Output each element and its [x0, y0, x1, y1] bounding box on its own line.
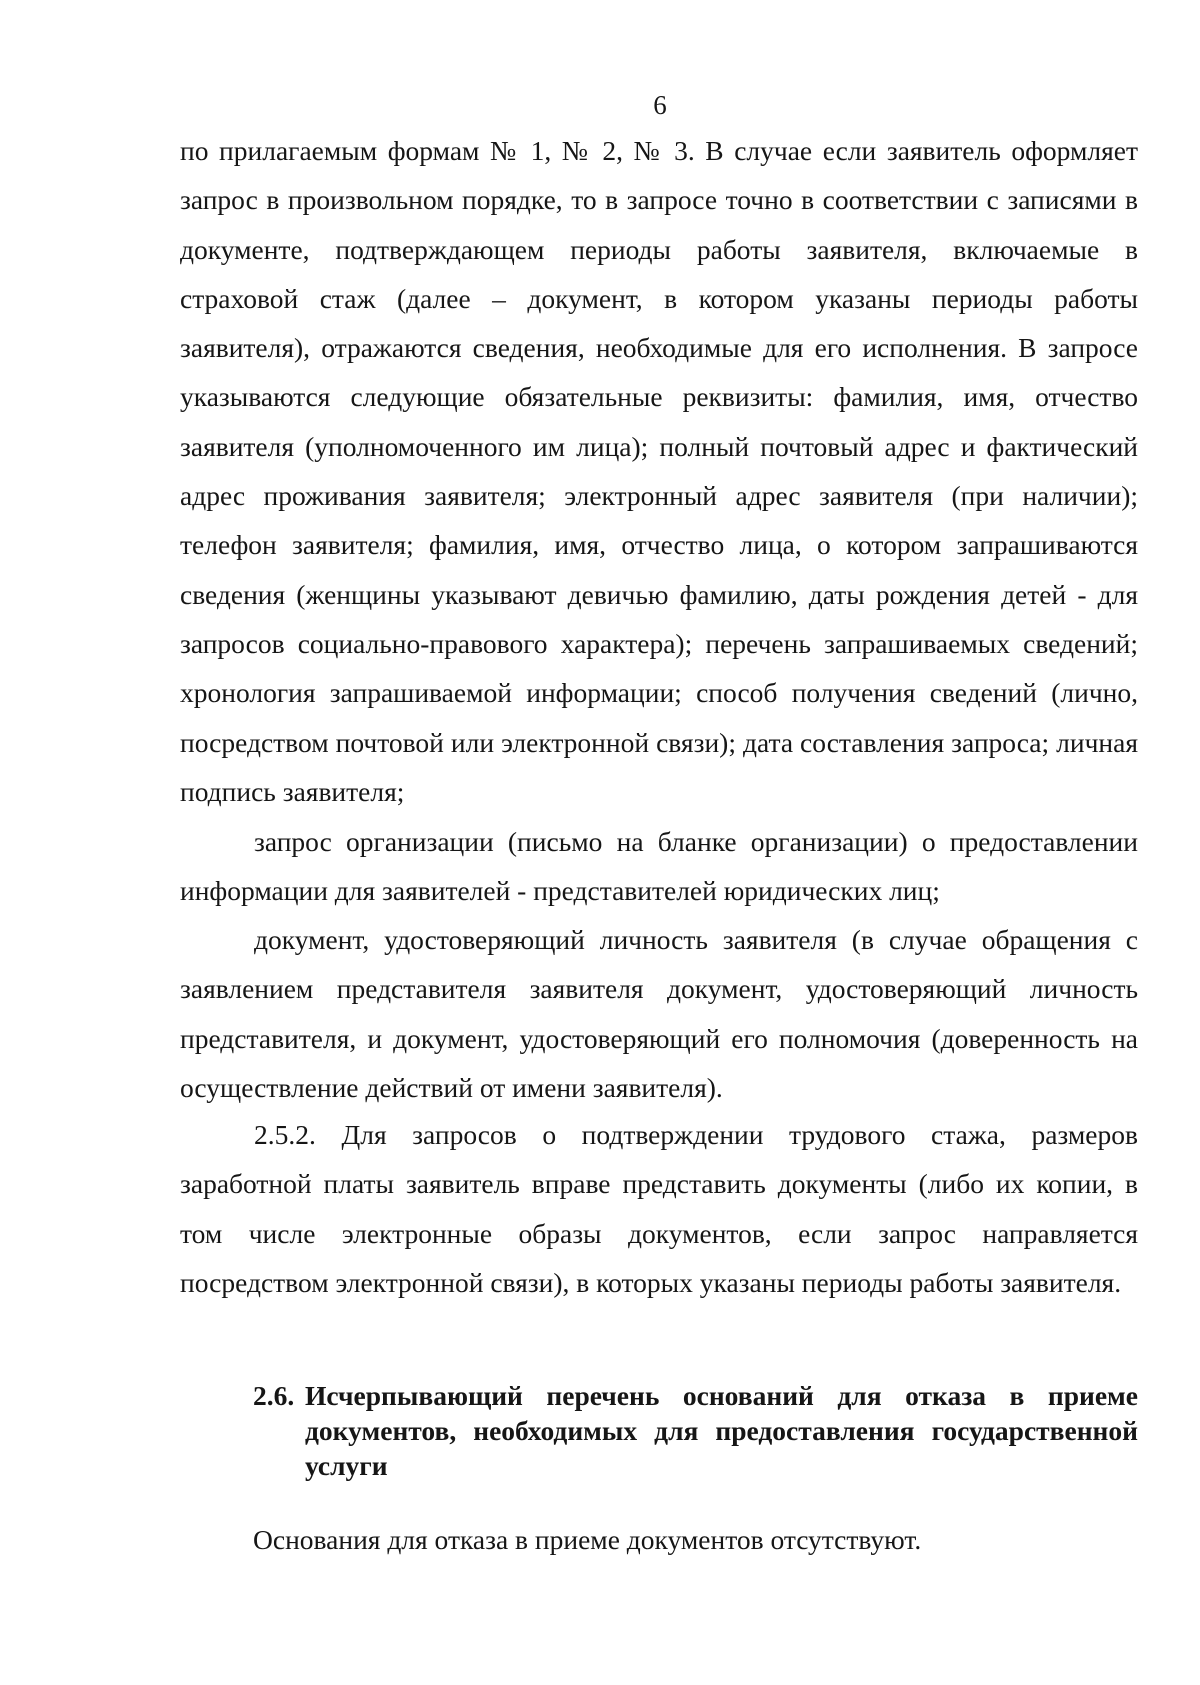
section-number: 2.6. [253, 1380, 295, 1411]
paragraph-request-details: по прилагаемым формам № 1, № 2, № 3. В случае если заявитель оформляет запрос в произвольном порядке, то в запросе точно в соответствии с записями в документе, подтверждающем периоды работы заявителя, включаемые в страховой стаж (далее – документ, в котором указаны периоды работы заявителя), отражаются сведения, необходимые для его исполнения. В запросе указываются следующие обязательные реквизиты: фамилия, имя, отчество заявителя (уполномоченного им лица); полный почтовый адрес и фактический адрес проживания заявителя; электронный адрес заявителя (при наличии); телефон заявителя; фамилия, имя, отчество лица, о котором запрашиваются сведения (женщины указывают девичью фамилию, даты рождения детей - для запросов социально-правового характера); перечень запрашиваемых сведений; хронология запрашиваемой информации; способ получения сведений (лично, посредством почтовой или электронной связи); дата составления запроса; личная подпись заявителя; [180, 135, 1138, 807]
page-number: 6 [653, 90, 667, 120]
section-body: Основания для отказа в приеме документов отсутствуют. [253, 1524, 922, 1555]
paragraph-2-5-2: 2.5.2. Для запросов о подтверждении трудового стажа, размеров заработной платы заявитель вправе представить документы (либо их копии, в том числе электронные образы документов, если запрос направляется посредством электронной связи), в которых указаны периоды работы заявителя. [180, 1119, 1138, 1298]
section-title: Исчерпывающий перечень оснований для отказа в приеме документов, необходимых для предоставления государственной услуги [305, 1380, 1138, 1481]
section-heading [253, 1378, 1138, 1483]
paragraph-organization-request: запрос организации (письмо на бланке организации) о предоставлении информации для заявителей - представителей юридических лиц; [180, 826, 1138, 907]
paragraph-identity-document: документ, удостоверяющий личность заявителя (в случае обращения с заявлением представителя заявителя документ, удостоверяющий личность представителя, и документ, удостоверяющий его полномочия (доверенность на осуществление действий от имени заявителя). [180, 924, 1138, 1103]
